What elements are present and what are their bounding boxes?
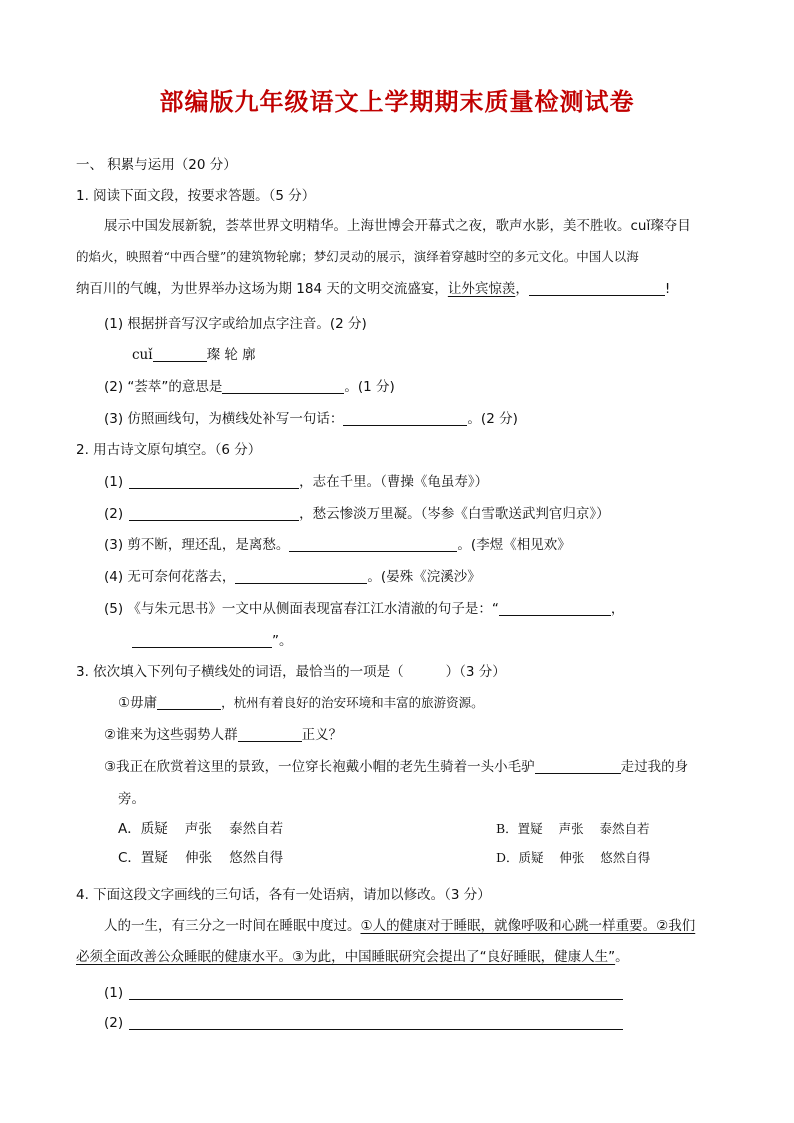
q3-sentence-3 — [104, 758, 688, 776]
answer-blank[interactable] — [289, 537, 457, 552]
page-title: 部编版九年级语文上学期期末质量检测试卷 — [159, 88, 635, 116]
q3-sentence-3-cont: 旁。 — [118, 791, 145, 807]
question-4-stem: 4. 下面这段文字画线的三句话，各有一处语病，请加以修改。（3 分） — [76, 887, 491, 903]
q2-line-text: ，愁云惨淡万里凝。（岑参《白雪歌送武判官归京》） — [299, 506, 610, 522]
q1-sub2-score: 。(1 分) — [344, 379, 395, 395]
q4-passage-text: 人的一生，有三分之一时间在睡眠中度过。 — [104, 918, 361, 934]
answer-blank[interactable] — [222, 379, 344, 394]
question-1-stem: 1. 阅读下面文段，按要求答题。（5 分） — [76, 188, 316, 204]
closing-quote: ”。 — [272, 633, 293, 649]
answer-blank[interactable] — [157, 695, 221, 710]
q2-line-text: ，志在千里。（曹操《龟虽寿》） — [299, 474, 489, 490]
q3-sentence-text: ②谁来为这些弱势人群 — [104, 727, 238, 743]
comma: ， — [610, 601, 625, 617]
q1-sub1-answer-line — [132, 346, 256, 364]
passage-text: 纳百川的气魄，为世界举办这场为期 184 天的文明交流盛宴， — [76, 281, 448, 297]
answer-blank[interactable] — [535, 759, 621, 774]
q1-sub2 — [104, 378, 395, 396]
q1-sub3 — [104, 410, 518, 428]
q3-sentence-text: ③我正在欣赏着这里的景致，一位穿长袍戴小帽的老先生骑着一头小毛驴 — [104, 759, 535, 775]
underlined-sentence: 让外宾惊羡 — [447, 281, 516, 297]
answer-blank[interactable] — [129, 985, 623, 1000]
option-a[interactable]: A．质疑 声张 泰然自若 — [118, 821, 284, 837]
q3-sentence-1 — [118, 694, 484, 712]
q1-sub3-score: 。(2 分) — [467, 411, 518, 427]
q3-sentence-text: 正义？ — [301, 727, 343, 743]
item-number: (1) — [104, 474, 124, 490]
exclamation: ! — [664, 281, 671, 297]
q1-sub1: (1) 根据拼音写汉字或给加点字注音。(2 分) — [104, 316, 367, 332]
answer-blank[interactable] — [235, 569, 367, 584]
q3-stem-text: 3. 依次填入下列句子横线处的词语，最恰当的一项是（ — [76, 664, 404, 680]
q2-line-text: (3) 剪不断，理还乱，是离愁。 — [104, 537, 290, 553]
option-b[interactable]: B．置疑 声张 泰然自若 — [496, 821, 650, 836]
q3-sentence-text: 走过我的身 — [620, 759, 689, 775]
q2-line-3 — [104, 536, 571, 554]
underlined-sentence: 必须全面改善公众睡眠的健康水平。③为此，中国睡眠研究会提出了“良好睡眠，健康人生” — [76, 949, 616, 965]
option-d[interactable]: D．质疑 伸张 悠然自得 — [496, 850, 651, 865]
item-number: (2) — [104, 506, 124, 522]
passage-line-3 — [76, 280, 670, 298]
q3-sentence-2 — [104, 726, 342, 744]
q2-line-source: 。(李煜《相见欢》 — [457, 537, 571, 553]
q2-line-5 — [104, 600, 624, 618]
q1-sub2-text: (2) “荟萃”的意思是 — [104, 379, 223, 395]
question-3-stem — [76, 663, 506, 681]
answer-blank[interactable] — [343, 411, 467, 426]
q4-passage-line-2 — [76, 948, 629, 966]
passage-line-2: 的焰火，映照着“中西合璧”的建筑物轮廓；梦幻灵动的展示，演绎着穿越时空的多元文化。中国人以海 — [76, 249, 639, 264]
q4-answer-2 — [104, 1014, 623, 1032]
characters: 璨 轮 廓 — [206, 347, 256, 363]
q3-sentence-text: ，杭州有着良好的治安环境和丰富的旅游资源。 — [221, 695, 484, 710]
item-number: (1) — [104, 985, 124, 1001]
answer-blank[interactable] — [238, 727, 302, 742]
q4-passage-line-1 — [104, 917, 695, 935]
period: 。 — [615, 949, 629, 965]
answer-blank[interactable] — [129, 506, 299, 521]
q1-sub3-text: (3) 仿照画线句，为横线处补写一句话： — [104, 411, 344, 427]
answer-blank[interactable] — [132, 633, 272, 648]
q2-line-text: (4) 无可奈何花落去， — [104, 569, 236, 585]
answer-blank[interactable] — [529, 281, 665, 296]
pinyin: cuǐ — [132, 347, 153, 363]
q2-line-4 — [104, 568, 481, 586]
q4-answer-1 — [104, 984, 623, 1002]
option-c[interactable]: C．置疑 伸张 悠然自得 — [118, 850, 284, 866]
answer-blank[interactable] — [129, 1015, 623, 1030]
q2-line-1 — [104, 473, 488, 491]
q2-line-5-cont — [132, 632, 293, 650]
q3-score: ）（3 分） — [445, 664, 506, 680]
item-number: (2) — [104, 1015, 124, 1031]
question-2-stem: 2. 用古诗文原句填空。（6 分） — [76, 442, 262, 458]
q2-line-2 — [104, 505, 610, 523]
q3-sentence-text: ①毋庸 — [118, 695, 158, 711]
section-heading: 一、 积累与运用（20 分） — [76, 157, 237, 173]
comma: ， — [515, 281, 529, 297]
answer-blank[interactable] — [153, 347, 207, 362]
q2-line-source: 。(晏殊《浣溪沙》 — [367, 569, 481, 585]
q2-line-text: (5) 《与朱元思书》一文中从侧面表现富春江江水清澈的句子是：“ — [104, 601, 499, 617]
passage-line-1: 展示中国发展新貌，荟萃世界文明精华。上海世博会开幕式之夜，歌声水影，美不胜收。cuǐ璨夺目 — [104, 218, 691, 234]
answer-blank[interactable] — [129, 474, 299, 489]
answer-blank[interactable] — [499, 601, 611, 616]
underlined-sentence: ①人的健康对于睡眠，就像呼吸和心跳一样重要。②我们 — [360, 918, 696, 934]
